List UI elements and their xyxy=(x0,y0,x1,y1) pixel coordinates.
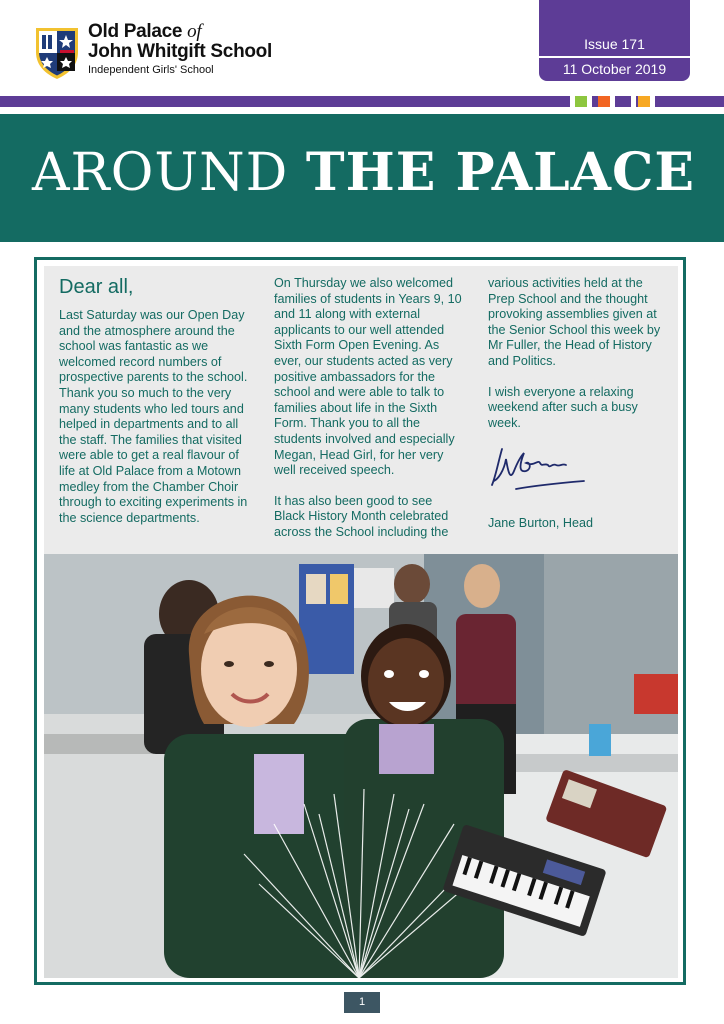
newsletter-title xyxy=(32,142,695,203)
letter-paragraph: various activities held at the Prep School and the thought provoking assemblies given at the Senior School this week by Mr Fuller, the Head of History and Politics. xyxy=(488,276,661,368)
letter-paragraph: I wish everyone a relaxing weekend after such a busy week. xyxy=(488,384,638,430)
purple-stripe xyxy=(0,96,724,107)
issue-divider xyxy=(539,56,690,58)
letter-greeting: Dear all, xyxy=(59,276,134,298)
letter-column-1 xyxy=(59,276,249,526)
school-name xyxy=(88,22,272,76)
issue-number: Issue 171 xyxy=(584,36,645,52)
letter-column-3 xyxy=(488,276,670,532)
letter-paragraph: On Thursday we also welcomed families of students in Years 9, 10 and 11 along with external applicants to our well attended Sixth Form Open Evening. As ever, our students acted as very positive ambassadors for the school and were able to talk to families about life in the Sixth Form. Thank you to all the students involved and especially Megan, Head Girl, for her very well received speech. xyxy=(274,276,462,478)
stripe-gap xyxy=(650,96,655,107)
issue-date: 11 October 2019 xyxy=(562,61,667,77)
school-name-of: of xyxy=(187,21,202,42)
issue-tab xyxy=(539,0,690,81)
accent-square-yellow xyxy=(638,96,650,107)
signature xyxy=(488,441,598,501)
school-name-line1: Old Palace xyxy=(88,21,188,42)
stripe-gap xyxy=(587,96,592,107)
accent-square-green xyxy=(575,96,587,107)
signature-name: Jane Burton, Head xyxy=(488,515,594,530)
stripe-gap xyxy=(610,96,615,107)
letter-paragraph: It has also been good to see Black History Month celebrated across the School including the xyxy=(274,493,449,539)
school-crest-logo xyxy=(34,26,80,80)
accent-square-orange xyxy=(598,96,610,107)
letter-column-2 xyxy=(274,276,464,541)
title-light: AROUND xyxy=(32,143,306,203)
letter-paragraph: Last Saturday was our Open Day and the atmosphere around the school was fantastic as we welcomed record numbers of prospective parents to the school. Thank you so much to the very many students who led tours and helped in departments and to all the staff. The families that visited were able to get a real flavour of life at Old Palace from a Motown medley from the Chamber Choir through to exciting experiments in the science departments. xyxy=(59,308,248,525)
school-name-line2: John Whitgift School xyxy=(88,40,272,62)
accent-square-purple xyxy=(619,96,631,107)
students-photo xyxy=(44,554,678,978)
title-bold: THE PALACE xyxy=(305,142,696,203)
stripe-gap xyxy=(631,96,636,107)
school-subtitle: Independent Girls' School xyxy=(88,63,214,76)
page-number: 1 xyxy=(344,992,380,1013)
